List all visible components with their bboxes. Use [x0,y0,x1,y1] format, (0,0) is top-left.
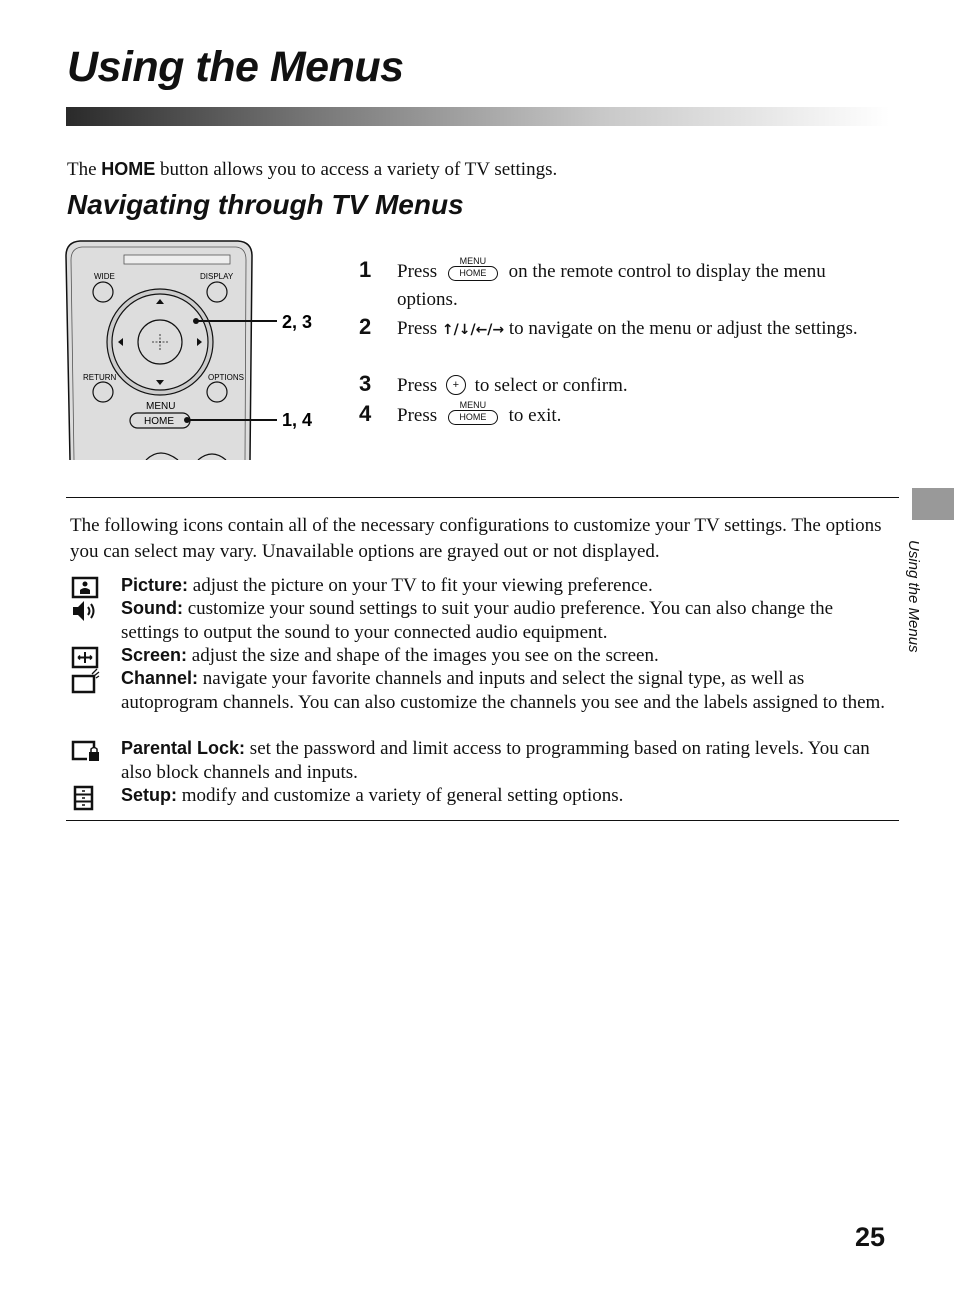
remote-control-illustration [60,238,332,460]
select-button-icon [446,375,466,395]
chapter-side-label: Using the Menus [905,540,922,653]
wide-label: WIDE [94,272,115,281]
setup-icon [70,785,100,811]
divider-top [66,497,899,498]
icon-item-channel: Channel: navigate your favorite channels and inputs and select the signal type, as well as autoprogram channels. You can also customize the channels you see and the labels assigned to them. [70,666,895,715]
home-button-label: HOME [144,416,174,427]
title-gradient-bar [66,107,890,126]
arrow-keys-icon: ↑/↓/←/→ [441,322,505,338]
intro-text: The HOME button allows you to access a variety of TV settings. [67,159,558,180]
menu-label: MENU [146,401,176,412]
return-button[interactable] [93,382,113,402]
options-button[interactable] [207,382,227,402]
wide-button[interactable] [93,282,113,302]
icon-item-picture: Picture: adjust the picture on your TV to fit your viewing preference. [70,573,895,598]
icon-item-parental-lock: Parental Lock: set the password and limit access to programming based on rating levels. You can also block channels and inputs. [70,736,895,785]
callout-steps-1-4: 1, 4 [282,410,313,430]
step-2: 2 Press ↑/↓/←/→ to navigate on the menu or adjust the settings. [359,314,858,339]
step-3: 3 Press + to select or confirm. [359,372,879,399]
parental-lock-icon [70,738,100,764]
step-4: 4 Press MENU HOME to exit. [359,399,562,426]
home-keyword: HOME [101,159,156,179]
return-label: RETURN [83,373,117,382]
page-number: 25 [855,1222,886,1252]
sound-icon [70,598,100,624]
options-label: OPTIONS [208,373,245,382]
menu-home-button-icon: MENU HOME [446,256,500,282]
step-1: 1 Press MENU HOME on the remote control to display the menu options. [359,255,826,310]
section-heading: Navigating through TV Menus [67,189,464,220]
page-title: Using the Menus [67,43,404,91]
icon-item-setup: Setup: modify and customize a variety of general setting options. [70,783,895,808]
display-label: DISPLAY [200,272,234,281]
channel-icon [70,668,100,694]
callout-steps-2-3: 2, 3 [282,312,313,332]
display-button[interactable] [207,282,227,302]
icon-item-screen: Screen: adjust the size and shape of the images you see on the screen. [70,643,895,668]
icons-intro: The following icons contain all of the necessary configurations to customize your TV settings. The options you can select may vary. Unavailable options are grayed out or not displayed. [70,515,882,562]
icon-item-sound: Sound: customize your sound settings to suit your audio preference. You can also change the settings to output the sound to your connected audio equipment. [70,596,895,645]
divider-bottom [66,820,899,821]
menu-home-button-icon: MENU HOME [446,400,500,426]
chapter-tab [912,488,954,520]
